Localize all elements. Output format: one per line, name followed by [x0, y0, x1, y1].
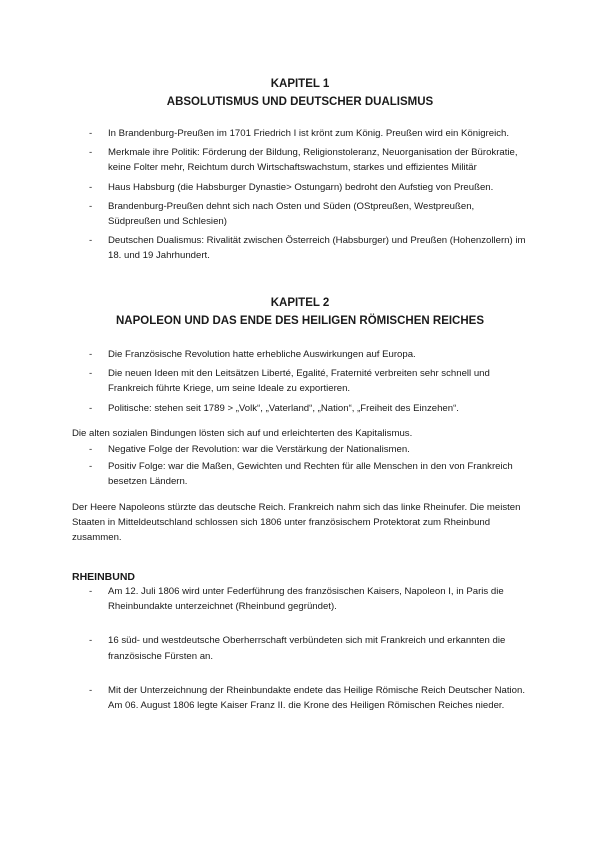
chapter-2-list	[89, 347, 528, 416]
dash-marker: -	[89, 635, 93, 647]
chapter-1-list	[89, 126, 528, 264]
list-item-text: Die Französische Revolution hatte erhebliche Auswirkungen auf Europa.	[108, 349, 416, 360]
list-item-text: In Brandenburg-Preußen im 1701 Friedrich I ist krönt zum König. Preußen wird ein Königreich.	[108, 128, 509, 139]
list-item	[89, 199, 528, 229]
dash-marker: -	[89, 147, 93, 159]
dash-marker: -	[89, 128, 93, 139]
list-item-text: Am 12. Juli 1806 wird unter Federführung des französischen Kaisers, Napoleon I, in Paris die Rheinbundakte unterzeichnet (Rheinbund gegründet).	[108, 586, 504, 613]
list-item-text: Haus Habsburg (die Habsburger Dynastie> Ostungarn) bedroht den Aufstieg von Preußen.	[108, 181, 494, 193]
dash-marker: -	[89, 444, 93, 455]
list-item	[89, 584, 528, 614]
list-item-text: 16 süd- und westdeutsche Oberherrschaft verbündeten sich mit Frankreich und erkannten die französische Fürsten an.	[108, 635, 506, 662]
paragraph-napoleon: Der Heere Napoleons stürzte das deutsche Reich. Frankreich nahm sich das linke Rheinufer. Die meisten Staaten in Mitteldeutschland schlossen sich 1806 unter französischem Protektorat zum Rheinbund zusammen.	[72, 502, 521, 544]
dash-marker: -	[89, 586, 93, 597]
chapter-1-heading: KAPITEL 1	[270, 78, 330, 90]
chapter-2-title: NAPOLEON UND DAS ENDE DES HEILIGEN RÖMISCHEN REICHES	[115, 315, 485, 327]
list-item-text: Merkmale ihre Politik: Förderung der Bildung, Religionstoleranz, Neuorganisation der Bürokratie, keine Folter mehr, Reichtum durch Wirtschaftswachstum, starkes und effizientes Militär	[108, 147, 518, 174]
list-item	[89, 126, 528, 141]
rheinbund-list	[89, 584, 528, 713]
list-item	[89, 633, 528, 663]
list-item-text: Politische: stehen seit 1789 > „Volk“, „Vaterland“, „Nation“, „Freiheit des Einzehen“.	[108, 402, 459, 414]
list-item	[89, 347, 528, 362]
dash-marker: -	[89, 461, 93, 473]
dash-marker: -	[89, 200, 93, 212]
dash-marker: -	[89, 349, 93, 360]
list-item	[89, 442, 528, 457]
consequences-list	[89, 442, 528, 490]
list-item-text: Positiv Folge: war die Maßen, Gewichten und Rechten für alle Menschen in den von Frankreich besetzen Ländern.	[108, 461, 513, 488]
list-item-text: Die neuen Ideen mit den Leitsätzen Liberté, Egalité, Fraternité verbreiten sehr schnell und Frankreich führte Kriege, um seine Ideale zu exportieren.	[108, 368, 490, 395]
paragraph-social-bonds: Die alten sozialen Bindungen lösten sich auf und erleichterten des Kapitalismus.	[72, 428, 413, 439]
chapter-2-heading: KAPITEL 2	[270, 297, 330, 309]
chapter-1-title: ABSOLUTISMUS UND DEUTSCHER DUALISMUS	[166, 96, 434, 108]
chapter-1-header	[70, 75, 530, 111]
list-item	[89, 683, 528, 713]
list-item-text: Negative Folge der Revolution: war die Verstärkung der Nationalismen.	[108, 444, 410, 455]
dash-marker: -	[89, 368, 93, 380]
list-item-text: Brandenburg-Preußen dehnt sich nach Osten und Süden (OStpreußen, Westpreußen, Südpreußen und Schlesien)	[108, 200, 475, 228]
list-item	[89, 459, 528, 489]
dash-marker: -	[89, 181, 93, 193]
dash-marker: -	[89, 402, 93, 414]
dash-marker: -	[89, 235, 93, 247]
rheinbund-heading: RHEINBUND	[72, 571, 135, 583]
list-item	[89, 233, 528, 263]
list-item	[89, 401, 528, 416]
list-item	[89, 366, 528, 396]
list-item-text: Deutschen Dualismus: Rivalität zwischen Österreich (Habsburger) und Preußen (Hohenzollern) im 18. und 19 Jahrhundert.	[108, 235, 526, 262]
list-item	[89, 145, 528, 175]
list-item-text: Mit der Unterzeichnung der Rheinbundakte endete das Heilige Römische Reich Deutscher Nation. Am 06. August 1806 legte Kaiser Franz II. die Krone des Heiligen Römischen Reiches nieder.	[108, 684, 526, 712]
dash-marker: -	[89, 684, 93, 696]
chapter-2-header	[70, 294, 530, 330]
list-item	[89, 180, 528, 195]
